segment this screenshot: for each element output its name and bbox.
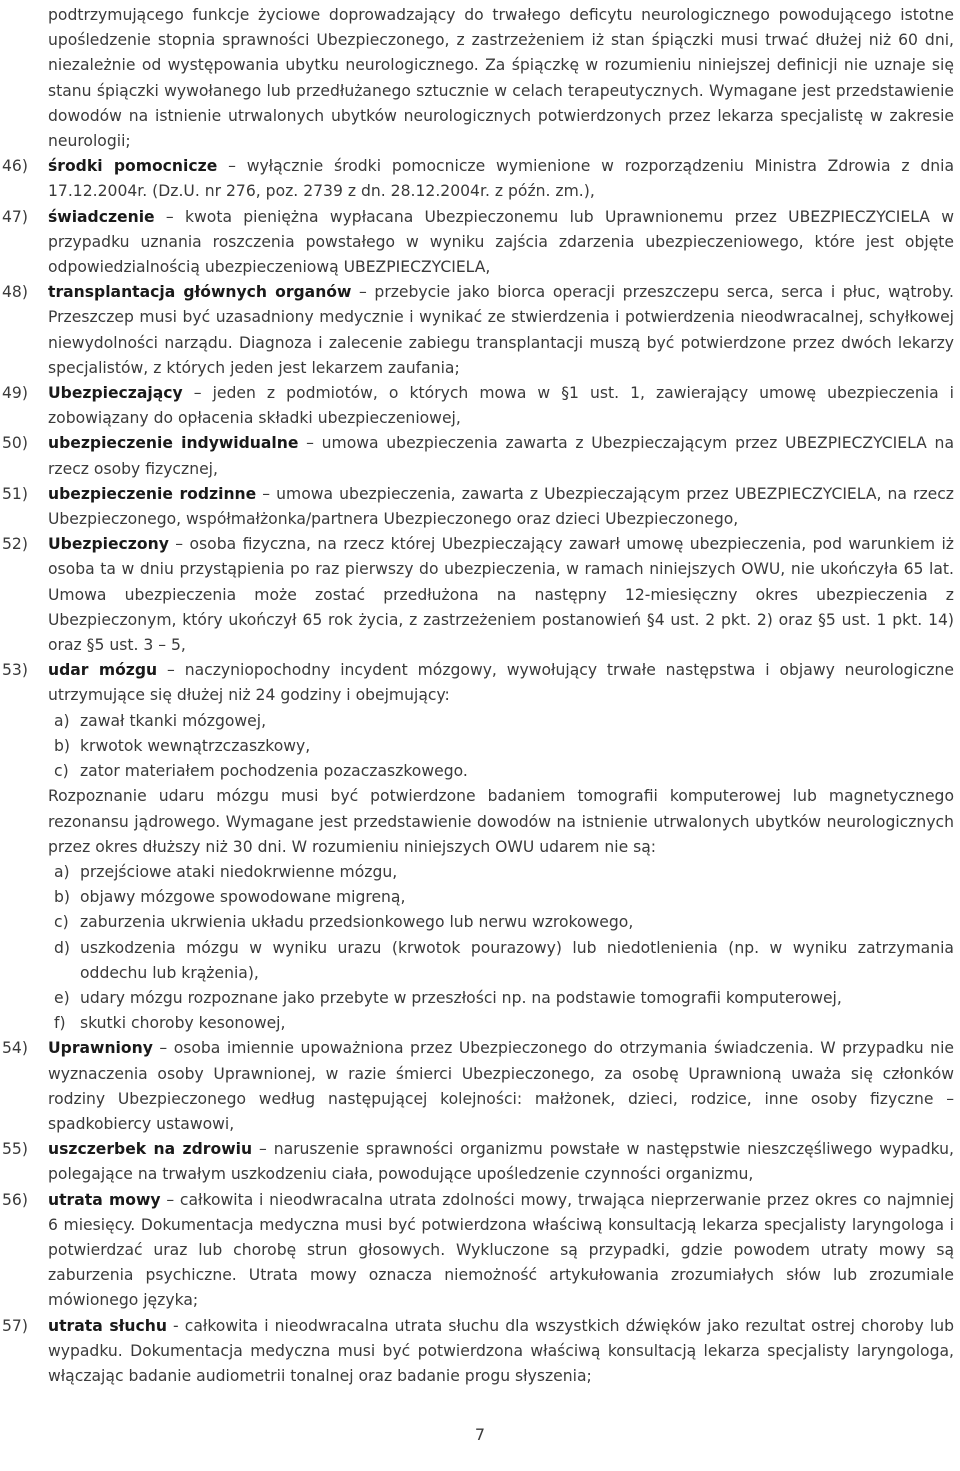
item-number: 50) bbox=[2, 434, 28, 453]
sub-item-letter: a) bbox=[54, 862, 70, 881]
sub-item-letter: b) bbox=[54, 888, 70, 907]
definitions-list bbox=[0, 154, 960, 1389]
definition-item bbox=[0, 482, 960, 532]
definition-body bbox=[48, 280, 954, 381]
sub-item bbox=[48, 860, 954, 885]
definition-item bbox=[0, 205, 960, 281]
sub-item-text: skutki choroby kesonowej, bbox=[80, 1014, 286, 1033]
sub-item-text: zaburzenia ukrwienia układu przedsionkowego lub nerwu wzrokowego, bbox=[80, 913, 634, 932]
page-number: 7 bbox=[474, 1425, 486, 1444]
definition-term: transplantacja głównych organów bbox=[48, 283, 352, 302]
definition-description: – osoba imiennie upoważniona przez Ubezpieczonego do otrzymania świadczenia. W przypadku nie wyznaczenia osoby Uprawnionej, w razie śmierci Ubezpieczonego, za osobę Uprawnioną uważa się członków rodziny Ubezpieczonego według następującej kolejności: małżonek, dzieci, rodzice, inne osoby fizyczne – spadkobiercy ustawowi, bbox=[48, 1039, 954, 1133]
definition-description: – naczyniopochodny incydent mózgowy, wywołujący trwałe następstwa i objawy neurologiczne utrzymujące się dłużej niż 24 godziny i obejmujący: bbox=[48, 661, 954, 705]
item-number: 57) bbox=[2, 1316, 28, 1335]
definition-item bbox=[0, 154, 960, 204]
definition-text bbox=[48, 431, 954, 481]
definition-body bbox=[48, 1314, 954, 1390]
sub-item-text: udary mózgu rozpoznane jako przebyte w przeszłości np. na podstawie tomografii komputerowej, bbox=[80, 988, 842, 1007]
item-number: 48) bbox=[2, 283, 28, 302]
definition-description: – umowa ubezpieczenia zawarta z Ubezpieczającym przez UBEZPIECZYCIELA na rzecz osoby fizycznej, bbox=[48, 434, 954, 478]
definition-body bbox=[48, 154, 954, 204]
definition-body bbox=[48, 482, 954, 532]
definition-description: – wyłącznie środki pomocnicze wymienione w rozporządzeniu Ministra Zdrowia z dnia 17.12.2004r. (Dz.U. nr 276, poz. 2739 z dn. 28.12.2004r. z późn. zm.), bbox=[48, 157, 954, 201]
sub-item-text: zawał tkanki mózgowej, bbox=[80, 711, 267, 730]
sub-item bbox=[48, 936, 954, 986]
definition-text bbox=[48, 154, 954, 204]
definition-text bbox=[48, 1188, 954, 1314]
definition-term: uszczerbek na zdrowiu bbox=[48, 1140, 253, 1159]
item-number: 47) bbox=[2, 207, 28, 226]
definition-term: Ubezpieczający bbox=[48, 384, 183, 403]
sub-item bbox=[48, 885, 954, 910]
item-number: 49) bbox=[2, 384, 28, 403]
definition-body bbox=[48, 381, 954, 431]
definition-text bbox=[48, 1036, 954, 1137]
definition-description: – umowa ubezpieczenia, zawarta z Ubezpieczającym przez UBEZPIECZYCIELA, na rzecz Ubezpieczonego, współmałżonka/partnera Ubezpieczonego oraz dzieci Ubezpieczonego, bbox=[48, 484, 954, 529]
definition-description: – całkowita i nieodwracalna utrata zdolności mowy, trwająca nieprzerwanie przez okres co najmniej 6 miesięcy. Dokumentacja medyczna musi być potwierdzona właściwą konsultacją lekarza specjalisty laryngologa i potwierdzać uraz lub chorobę strun głosowych. Wykluczone są przypadki, gdzie powodem utraty mowy są zaburzenia psychiczne. Utrata mowy oznacza niemożność artykułowania zrozumiałych słów lub zrozumiale mówionego języka; bbox=[48, 1190, 954, 1310]
sub-item-letter: c) bbox=[54, 762, 69, 781]
sub-item bbox=[48, 910, 954, 935]
definition-term: udar mózgu bbox=[48, 661, 158, 680]
definition-description: – kwota pieniężna wypłacana Ubezpieczonemu lub Uprawnionemu przez UBEZPIECZYCIELA w przypadku uznania roszczenia powstałego w wyniku zajścia zdarzenia ubezpieczeniowego, które jest objęte odpowiedzialnością ubezpieczeniową UBEZPIECZYCIELA, bbox=[48, 207, 954, 277]
sub-item-text: krwotok wewnątrzczaszkowy, bbox=[80, 736, 311, 755]
definition-body bbox=[48, 205, 954, 281]
item-number: 51) bbox=[2, 484, 28, 503]
definition-item bbox=[0, 381, 960, 431]
intro-paragraph bbox=[0, 3, 960, 154]
sub-item-text: przejściowe ataki niedokrwienne mózgu, bbox=[80, 862, 398, 881]
sub-item-letter: e) bbox=[54, 988, 70, 1007]
definition-description: - całkowita i nieodwracalna utrata słuchu dla wszystkich dźwięków jako rezultat ostrej choroby lub wypadku. Dokumentacja medyczna musi być potwierdzona właściwą konsultacją lekarza specjalisty laryngologa, włączając badanie audiometrii tonalnej oraz badanie progu słyszenia; bbox=[48, 1316, 954, 1385]
item-number: 46) bbox=[2, 157, 28, 176]
intro-text: podtrzymującego funkcje życiowe doprowadzający do trwałego deficytu neurologicznego powodującego istotne upośledzenie stopnia sprawności Ubezpieczonego, z zastrzeżeniem iż stan śpiączki musi trwać dłużej niż 60 dni, niezależnie od występowania ubytku neurologicznego. Za śpiączkę w rozumieniu niniejszej definicji nie uznaje się stanu śpiączki wywołanego lub przedłużanego sztucznie w celach terapeutycznych. Wymagane jest przedstawienie dowodów na istnienie utrwalonych ubytków neurologicznych potwierdzonych przez lekarza specjalistę w zakresie neurologii; bbox=[48, 6, 954, 151]
sub-item-text: uszkodzenia mózgu w wyniku urazu (krwotok pourazowy) lub niedotlenienia (np. w wyniku zatrzymania oddechu lub krążenia), bbox=[80, 938, 954, 982]
definition-term: utrata mowy bbox=[48, 1190, 161, 1209]
definition-item bbox=[0, 1188, 960, 1314]
definition-term: ubezpieczenie indywidualne bbox=[48, 434, 299, 453]
sub-item-text: objawy mózgowe spowodowane migreną, bbox=[80, 888, 406, 907]
sub-item-letter: d) bbox=[54, 938, 70, 957]
sub-item bbox=[48, 734, 954, 759]
document-page bbox=[0, 3, 960, 1389]
definition-description: – jeden z podmiotów, o których mowa w §1 ust. 1, zawierający umowę ubezpieczenia i zobowiązany do opłacenia składki ubezpieczeniowej, bbox=[48, 384, 954, 428]
definition-body bbox=[48, 431, 954, 481]
definition-item bbox=[0, 1314, 960, 1390]
sub-item-letter: b) bbox=[54, 736, 70, 755]
sub-item bbox=[48, 986, 954, 1011]
definition-body bbox=[48, 1137, 954, 1187]
definition-text bbox=[48, 482, 954, 532]
definition-item bbox=[0, 532, 960, 658]
definition-body bbox=[48, 532, 954, 658]
definition-description: – osoba fizyczna, na rzecz której Ubezpieczający zawarł umowę ubezpieczenia, pod warunkiem iż osoba ta w dniu przystąpienia po raz pierwszy do ubezpieczenia, w ramach niniejszych OWU, nie ukończyła 65 lat. Umowa ubezpieczenia może zostać przedłużona na następny 12-miesięczny okres ubezpieczenia z Ubezpieczonym, który ukończył 65 rok życia, z zastrzeżeniem postanowień §4 ust. 2 pkt. 2) oraz §5 ust. 1 pkt. 14) oraz §5 ust. 3 – 5, bbox=[48, 535, 954, 655]
sub-item-letter: f) bbox=[54, 1014, 66, 1033]
definition-text bbox=[48, 532, 954, 658]
sub-item bbox=[48, 759, 954, 784]
definition-text bbox=[48, 381, 954, 431]
definition-item bbox=[0, 658, 960, 1036]
item-number: 52) bbox=[2, 535, 28, 554]
definition-term: środki pomocnicze bbox=[48, 157, 218, 176]
definition-item bbox=[0, 280, 960, 381]
definition-text bbox=[48, 1137, 954, 1187]
item-number: 53) bbox=[2, 661, 28, 680]
item-number: 56) bbox=[2, 1190, 28, 1209]
definition-continuation: Rozpoznanie udaru mózgu musi być potwierdzone badaniem tomografii komputerowej lub magnetycznego rezonansu jądrowego. Wymagane jest przedstawienie dowodów na istnienie utrwalonych ubytków neurologicznych przez okres dłuższy niż 30 dni. W rozumieniu niniejszych OWU udarem nie są: bbox=[48, 787, 954, 856]
definition-term: ubezpieczenie rodzinne bbox=[48, 484, 257, 503]
definition-term: Uprawniony bbox=[48, 1039, 153, 1058]
sub-item-letter: a) bbox=[54, 711, 70, 730]
definition-description: – naruszenie sprawności organizmu powstałe w następstwie nieszczęśliwego wypadku, polegające na trwałym uszkodzeniu ciała, powodujące upośledzenie czynności organizmu, bbox=[48, 1140, 954, 1184]
sub-item bbox=[48, 1011, 954, 1036]
definition-item bbox=[0, 431, 960, 481]
definition-text bbox=[48, 1314, 954, 1390]
definition-term: świadczenie bbox=[48, 207, 155, 226]
definition-item bbox=[0, 1036, 960, 1137]
definition-term: utrata słuchu bbox=[48, 1316, 167, 1335]
definition-term: Ubezpieczony bbox=[48, 535, 169, 554]
sub-item-text: zator materiałem pochodzenia pozaczaszkowego. bbox=[80, 762, 468, 781]
definition-body bbox=[48, 658, 954, 1036]
definition-item bbox=[0, 1137, 960, 1187]
sub-item-letter: c) bbox=[54, 913, 69, 932]
definition-text bbox=[48, 658, 954, 708]
definition-body bbox=[48, 1036, 954, 1137]
item-number: 54) bbox=[2, 1039, 28, 1058]
sub-item bbox=[48, 709, 954, 734]
definition-text bbox=[48, 205, 954, 281]
item-number: 55) bbox=[2, 1140, 28, 1159]
definition-body bbox=[48, 1188, 954, 1314]
definition-description: – przebycie jako biorca operacji przeszczepu serca, serca i płuc, wątroby. Przeszczep musi być uzasadniony medycznie i wynikać ze stwierdzenia i potwierdzenia nieodwracalnej, schyłkowej niewydolności narządu. Diagnoza i zalecenie zabiegu transplantacji muszą być potwierdzone przez dwóch lekarzy specjalistów, z których jeden jest lekarzem zaufania; bbox=[48, 283, 954, 377]
definition-text bbox=[48, 280, 954, 381]
